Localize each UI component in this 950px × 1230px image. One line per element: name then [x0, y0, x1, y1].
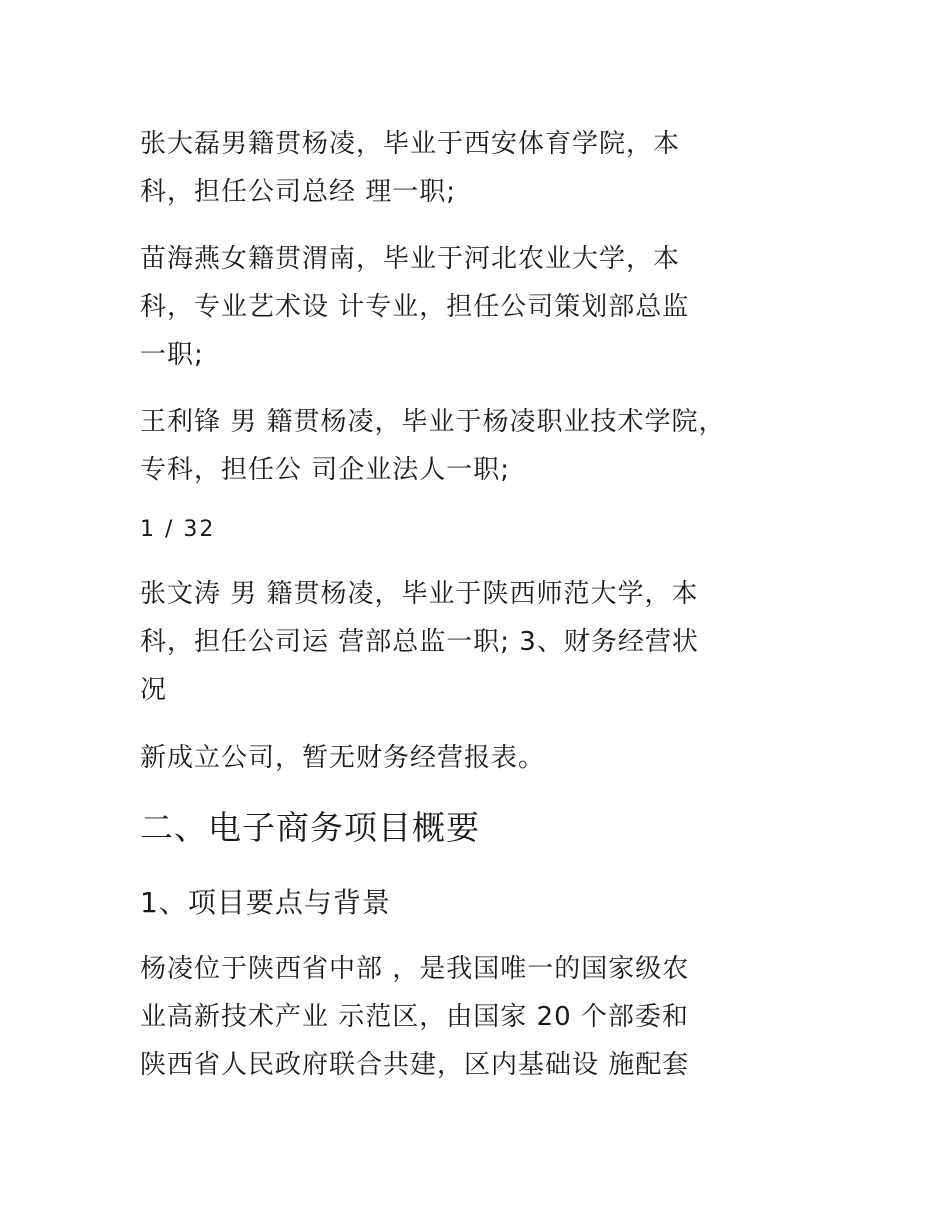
- text-line: 科，担任公司总经 理一职;: [140, 177, 457, 207]
- page-number: 1 / 32: [140, 517, 216, 542]
- paragraph-zhang-dalei: [140, 120, 840, 216]
- text-line: 张大磊男籍贯杨凌，毕业于西安体育学院，本: [140, 129, 681, 159]
- paragraph-financial-status: [140, 734, 840, 782]
- text-line: 苗海燕女籍贯渭南，毕业于河北农业大学，本: [140, 244, 681, 274]
- paragraph-miao-haiyan: [140, 235, 840, 379]
- text-line: 一职;: [140, 340, 204, 370]
- text-line: 业高新技术产业 示范区，由国家 20 个部委和: [140, 1002, 689, 1032]
- text-line: 新成立公司，暂无财务经营报表。: [140, 743, 546, 773]
- paragraph-zhang-wentao: [140, 570, 840, 714]
- text-line: 况: [140, 675, 168, 705]
- text-line: 专科，担任公 司企业法人一职;: [140, 455, 511, 485]
- paragraph-yangling-background: [140, 945, 840, 1089]
- text-line: 陕西省人民政府联合共建，区内基础设 施配套: [140, 1050, 690, 1080]
- paragraph-wang-lifeng: [140, 398, 840, 494]
- section-heading: 二、电子商务项目概要: [140, 808, 480, 847]
- text-line: 杨凌位于陕西省中部 ，是我国唯一的国家级农: [140, 954, 690, 984]
- text-line: 科，专业艺术设 计专业，担任公司策划部总监: [140, 292, 690, 322]
- subsection-heading: 1、项目要点与背景: [140, 886, 391, 919]
- text-line: 科，担任公司运 营部总监一职; 3、财务经营状: [140, 627, 699, 657]
- text-line: 王利锋 男 籍贯杨凌，毕业于杨凌职业技术学院，: [140, 407, 726, 437]
- text-line: 张文涛 男 籍贯杨凌，毕业于陕西师范大学，本: [140, 579, 699, 609]
